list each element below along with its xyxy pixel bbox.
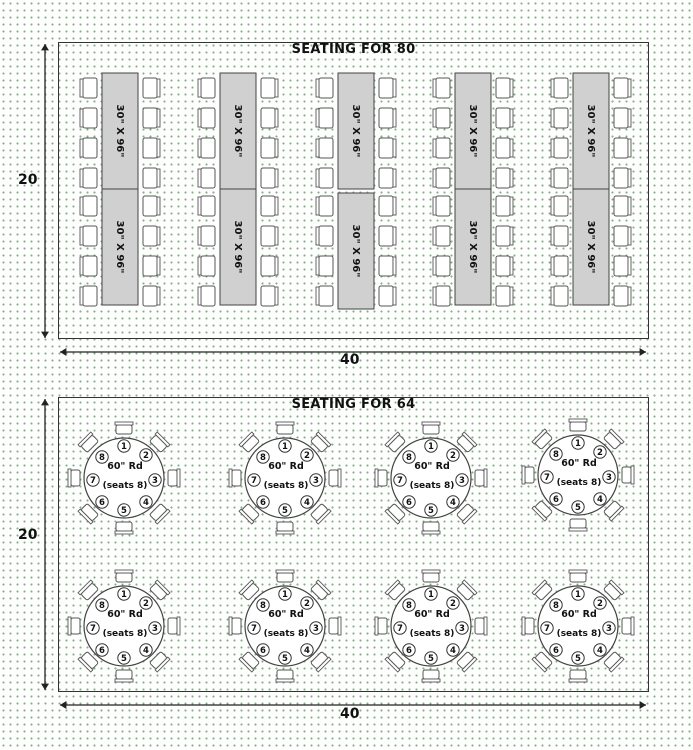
rect-table-group bbox=[316, 73, 396, 309]
chair-icon bbox=[80, 286, 97, 306]
round-table-group bbox=[229, 422, 341, 534]
chair-icon bbox=[198, 138, 215, 158]
chair-icon bbox=[143, 196, 160, 216]
round-table-label: 60" Rd bbox=[414, 609, 450, 620]
round-table-capacity: (seats 8) bbox=[263, 481, 309, 491]
chair-icon bbox=[143, 286, 160, 306]
chair-icon bbox=[496, 226, 513, 246]
seat-number: 7 bbox=[397, 476, 403, 486]
round-table-capacity: (seats 8) bbox=[556, 478, 602, 488]
seat-number: 5 bbox=[575, 503, 581, 513]
round-table-capacity: (seats 8) bbox=[409, 629, 455, 639]
seat-number: 1 bbox=[428, 590, 434, 600]
round-table-group bbox=[522, 570, 634, 682]
rect-table-label: 30" X 96" bbox=[114, 104, 125, 158]
seat-number: 1 bbox=[121, 442, 127, 452]
seat-number: 2 bbox=[450, 599, 456, 609]
rect-table-label: 30" X 96" bbox=[114, 220, 125, 274]
seat-number: 4 bbox=[143, 498, 149, 508]
chair-icon bbox=[522, 466, 534, 484]
seat-number: 6 bbox=[406, 646, 412, 656]
round-table-label: 60" Rd bbox=[561, 458, 597, 469]
chair-icon bbox=[261, 78, 278, 98]
chair-icon bbox=[115, 570, 133, 582]
seat-number: 4 bbox=[450, 498, 456, 508]
chair-icon bbox=[551, 78, 568, 98]
round-table-group bbox=[68, 422, 180, 534]
seat-number: 1 bbox=[428, 442, 434, 452]
chair-icon bbox=[168, 469, 180, 487]
rect-table-group bbox=[551, 73, 631, 306]
seat-number: 4 bbox=[304, 498, 310, 508]
seat-number: 3 bbox=[606, 473, 612, 483]
round-plan-title: SEATING FOR 64 bbox=[291, 397, 416, 412]
chair-icon bbox=[614, 78, 631, 98]
chair-icon bbox=[433, 138, 450, 158]
chair-icon bbox=[496, 108, 513, 128]
rect-table-label: 30" X 96" bbox=[350, 104, 361, 158]
chair-icon bbox=[276, 522, 294, 534]
seat-number: 5 bbox=[121, 506, 127, 516]
chair-icon bbox=[379, 286, 396, 306]
seat-number: 2 bbox=[143, 599, 149, 609]
rect-plan-height-label: 20 bbox=[18, 172, 38, 188]
chair-icon bbox=[229, 617, 241, 635]
seat-number: 7 bbox=[544, 624, 550, 634]
round-plan-width-label: 40 bbox=[340, 706, 360, 722]
rect-plan-width-label: 40 bbox=[340, 352, 360, 368]
rect-table-group bbox=[198, 73, 278, 306]
round-table-label: 60" Rd bbox=[268, 461, 304, 472]
chair-icon bbox=[316, 196, 333, 216]
chair-icon bbox=[496, 138, 513, 158]
chair-icon bbox=[115, 522, 133, 534]
seat-number: 6 bbox=[99, 498, 105, 508]
seat-number: 7 bbox=[90, 624, 96, 634]
round-table-group bbox=[375, 422, 487, 534]
chair-icon bbox=[569, 670, 587, 682]
chair-icon bbox=[198, 78, 215, 98]
chair-icon bbox=[475, 617, 487, 635]
chair-icon bbox=[433, 226, 450, 246]
chair-icon bbox=[316, 78, 333, 98]
chair-icon bbox=[261, 138, 278, 158]
chair-icon bbox=[614, 226, 631, 246]
rect-table-label: 30" X 96" bbox=[350, 224, 361, 278]
seat-number: 4 bbox=[597, 495, 603, 505]
round-table-group bbox=[68, 570, 180, 682]
seat-number: 7 bbox=[251, 624, 257, 634]
seat-number: 6 bbox=[260, 498, 266, 508]
chair-icon bbox=[614, 108, 631, 128]
seat-number: 2 bbox=[143, 451, 149, 461]
chair-icon bbox=[496, 196, 513, 216]
round-table-label: 60" Rd bbox=[107, 461, 143, 472]
chair-icon bbox=[316, 168, 333, 188]
chair-icon bbox=[143, 256, 160, 276]
chair-icon bbox=[329, 617, 341, 635]
chair-icon bbox=[198, 196, 215, 216]
seat-number: 8 bbox=[553, 450, 559, 460]
chair-icon bbox=[198, 226, 215, 246]
seat-number: 3 bbox=[152, 624, 158, 634]
chair-icon bbox=[422, 670, 440, 682]
round-table-label: 60" Rd bbox=[107, 609, 143, 620]
chair-icon bbox=[143, 138, 160, 158]
chair-icon bbox=[496, 78, 513, 98]
chair-icon bbox=[496, 256, 513, 276]
seat-number: 4 bbox=[304, 646, 310, 656]
chair-icon bbox=[80, 168, 97, 188]
rect-table-group bbox=[433, 73, 513, 306]
chair-icon bbox=[316, 108, 333, 128]
seat-number: 7 bbox=[544, 473, 550, 483]
chair-icon bbox=[261, 108, 278, 128]
round-table-capacity: (seats 8) bbox=[409, 481, 455, 491]
chair-icon bbox=[614, 168, 631, 188]
chair-icon bbox=[261, 196, 278, 216]
round-table-group bbox=[229, 570, 341, 682]
chair-icon bbox=[143, 168, 160, 188]
chair-icon bbox=[276, 670, 294, 682]
seat-number: 1 bbox=[282, 442, 288, 452]
seat-number: 3 bbox=[459, 624, 465, 634]
seat-number: 6 bbox=[99, 646, 105, 656]
round-table-label: 60" Rd bbox=[268, 609, 304, 620]
seat-number: 3 bbox=[459, 476, 465, 486]
seat-number: 3 bbox=[606, 624, 612, 634]
seat-number: 4 bbox=[450, 646, 456, 656]
seat-number: 5 bbox=[428, 654, 434, 664]
chair-icon bbox=[316, 138, 333, 158]
chair-icon bbox=[496, 168, 513, 188]
seat-number: 2 bbox=[304, 599, 310, 609]
chair-icon bbox=[375, 469, 387, 487]
rect-table-label: 30" X 96" bbox=[232, 104, 243, 158]
rect-width-dimension-line bbox=[60, 348, 646, 356]
chair-icon bbox=[433, 196, 450, 216]
chair-icon bbox=[375, 617, 387, 635]
chair-icon bbox=[80, 196, 97, 216]
chair-icon bbox=[551, 108, 568, 128]
seat-number: 7 bbox=[397, 624, 403, 634]
chair-icon bbox=[198, 286, 215, 306]
rect-table-group bbox=[80, 73, 160, 306]
chair-icon bbox=[143, 78, 160, 98]
chair-icon bbox=[68, 469, 80, 487]
seat-number: 1 bbox=[575, 590, 581, 600]
chair-icon bbox=[422, 570, 440, 582]
rect-plan-title: SEATING FOR 80 bbox=[291, 42, 416, 57]
seat-number: 3 bbox=[152, 476, 158, 486]
chair-icon bbox=[569, 570, 587, 582]
seat-number: 8 bbox=[406, 453, 412, 463]
chair-icon bbox=[379, 256, 396, 276]
seat-number: 1 bbox=[282, 590, 288, 600]
chair-icon bbox=[614, 196, 631, 216]
seat-number: 8 bbox=[553, 601, 559, 611]
chair-icon bbox=[551, 256, 568, 276]
round-table-group bbox=[522, 419, 634, 531]
seat-number: 1 bbox=[575, 439, 581, 449]
chair-icon bbox=[379, 168, 396, 188]
round-table-capacity: (seats 8) bbox=[263, 629, 309, 639]
seat-number: 3 bbox=[313, 624, 319, 634]
seat-number: 1 bbox=[121, 590, 127, 600]
seat-number: 6 bbox=[553, 495, 559, 505]
seat-number: 5 bbox=[282, 506, 288, 516]
chair-icon bbox=[229, 469, 241, 487]
round-table-capacity: (seats 8) bbox=[556, 629, 602, 639]
chair-icon bbox=[80, 138, 97, 158]
rect-table-label: 30" X 96" bbox=[585, 220, 596, 274]
chair-icon bbox=[379, 196, 396, 216]
chair-icon bbox=[68, 617, 80, 635]
chair-icon bbox=[551, 226, 568, 246]
chair-icon bbox=[198, 168, 215, 188]
chair-icon bbox=[316, 286, 333, 306]
rect-table-label: 30" X 96" bbox=[232, 220, 243, 274]
chair-icon bbox=[422, 422, 440, 434]
chair-icon bbox=[80, 78, 97, 98]
chair-icon bbox=[261, 286, 278, 306]
chair-icon bbox=[379, 108, 396, 128]
chair-icon bbox=[569, 419, 587, 431]
seat-number: 8 bbox=[406, 601, 412, 611]
chair-icon bbox=[143, 108, 160, 128]
round-width-dimension-line bbox=[60, 701, 646, 709]
seat-number: 8 bbox=[260, 601, 266, 611]
chair-icon bbox=[80, 226, 97, 246]
rect-table-label: 30" X 96" bbox=[467, 220, 478, 274]
seat-number: 8 bbox=[99, 453, 105, 463]
chair-icon bbox=[433, 168, 450, 188]
seat-number: 4 bbox=[597, 646, 603, 656]
round-table-label: 60" Rd bbox=[414, 461, 450, 472]
chair-icon bbox=[433, 286, 450, 306]
seat-number: 2 bbox=[597, 448, 603, 458]
chair-icon bbox=[569, 519, 587, 531]
chair-icon bbox=[422, 522, 440, 534]
chair-icon bbox=[261, 168, 278, 188]
chair-icon bbox=[261, 256, 278, 276]
chair-icon bbox=[551, 286, 568, 306]
seat-number: 2 bbox=[597, 599, 603, 609]
chair-icon bbox=[115, 422, 133, 434]
rect-table-label: 30" X 96" bbox=[467, 104, 478, 158]
seat-number: 4 bbox=[143, 646, 149, 656]
chair-icon bbox=[316, 226, 333, 246]
chair-icon bbox=[379, 226, 396, 246]
seat-number: 5 bbox=[282, 654, 288, 664]
seat-number: 2 bbox=[450, 451, 456, 461]
chair-icon bbox=[276, 422, 294, 434]
chair-icon bbox=[614, 286, 631, 306]
chair-icon bbox=[143, 226, 160, 246]
chair-icon bbox=[551, 168, 568, 188]
chair-icon bbox=[551, 138, 568, 158]
chair-icon bbox=[614, 138, 631, 158]
rect-height-dimension-line bbox=[41, 44, 49, 338]
chair-icon bbox=[379, 78, 396, 98]
round-plan-height-label: 20 bbox=[18, 527, 38, 543]
seat-number: 6 bbox=[260, 646, 266, 656]
chair-icon bbox=[80, 108, 97, 128]
round-height-dimension-line bbox=[41, 399, 49, 690]
chair-icon bbox=[316, 256, 333, 276]
round-table-label: 60" Rd bbox=[561, 609, 597, 620]
chair-icon bbox=[622, 617, 634, 635]
seat-number: 6 bbox=[406, 498, 412, 508]
seat-number: 5 bbox=[428, 506, 434, 516]
chair-icon bbox=[198, 108, 215, 128]
round-table-group bbox=[375, 570, 487, 682]
round-table-capacity: (seats 8) bbox=[102, 481, 148, 491]
chair-icon bbox=[522, 617, 534, 635]
chair-icon bbox=[551, 196, 568, 216]
seat-number: 7 bbox=[90, 476, 96, 486]
rect-table-label: 30" X 96" bbox=[585, 104, 596, 158]
seat-number: 8 bbox=[260, 453, 266, 463]
chair-icon bbox=[261, 226, 278, 246]
seat-number: 8 bbox=[99, 601, 105, 611]
chair-icon bbox=[433, 78, 450, 98]
seat-number: 5 bbox=[575, 654, 581, 664]
chair-icon bbox=[276, 570, 294, 582]
chair-icon bbox=[614, 256, 631, 276]
seat-number: 3 bbox=[313, 476, 319, 486]
seat-number: 2 bbox=[304, 451, 310, 461]
chair-icon bbox=[329, 469, 341, 487]
seat-number: 5 bbox=[121, 654, 127, 664]
chair-icon bbox=[198, 256, 215, 276]
chair-icon bbox=[496, 286, 513, 306]
chair-icon bbox=[115, 670, 133, 682]
seat-number: 6 bbox=[553, 646, 559, 656]
round-table-capacity: (seats 8) bbox=[102, 629, 148, 639]
chair-icon bbox=[80, 256, 97, 276]
seat-number: 7 bbox=[251, 476, 257, 486]
chair-icon bbox=[475, 469, 487, 487]
chair-icon bbox=[433, 256, 450, 276]
chair-icon bbox=[433, 108, 450, 128]
chair-icon bbox=[379, 138, 396, 158]
chair-icon bbox=[622, 466, 634, 484]
chair-icon bbox=[168, 617, 180, 635]
